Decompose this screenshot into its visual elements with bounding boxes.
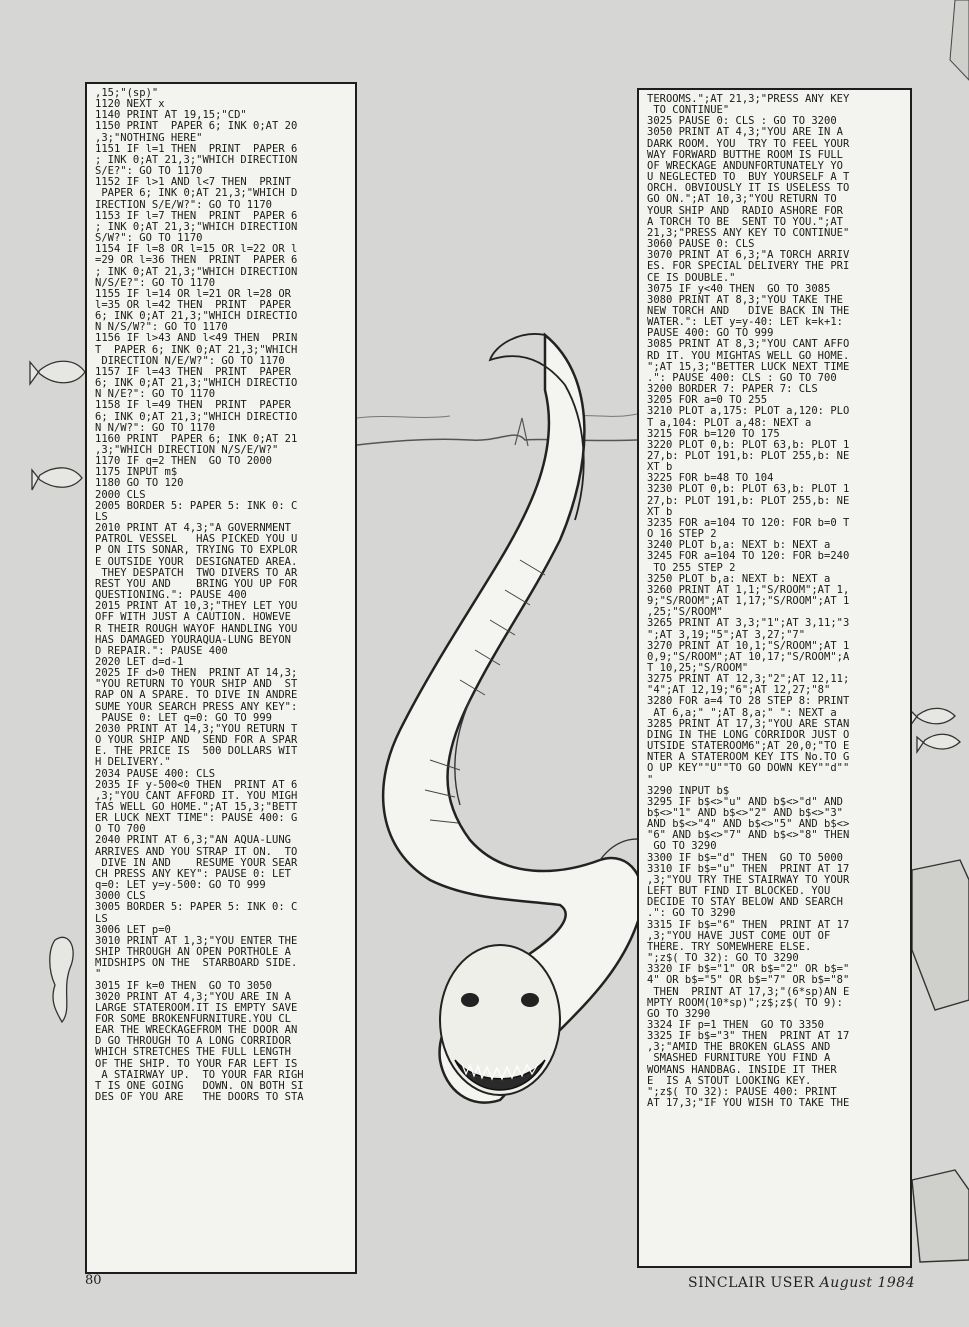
code-line: T IS ONE GOING DOWN. ON BOTH SI [95,1079,304,1092]
code-line: ; INK 0;AT 21,3;"WHICH DIRECTION [95,265,298,278]
code-line: 3225 FOR b=48 TO 104 [647,472,774,485]
code-line: 3006 LET p=0 [95,923,171,936]
code-line: TEROOMS.";AT 21,3;"PRESS ANY KEY [647,93,850,105]
code-line: "6" AND b$<>"7" AND b$<>"8" THEN [647,829,850,842]
code-line: SHIP THROUGH AN OPEN PORTHOLE A [95,946,291,959]
code-line: " [647,773,654,786]
issue-date: August 1984 [819,1275,916,1291]
code-line: 3320 IF b$="1" OR b$="2" OR b$=" [647,963,850,976]
code-line: OF THE SHIP. TO YOUR FAR LEFT IS [95,1057,298,1070]
code-line: THEY DESPATCH TWO DIVERS TO AR [95,566,298,579]
code-line: 1154 IF l=8 OR l=15 OR l=22 OR l [95,243,298,256]
code-line: XT b [647,461,673,474]
code-line: O 16 STEP 2 [647,528,717,541]
code-line: 3295 IF b$<>"u" AND b$<>"d" AND [647,795,843,808]
code-line: UTSIDE STATEROOM6";AT 20,0;"TO E [647,740,850,753]
code-line: q=0: LET y=y-500: GO TO 999 [95,879,266,892]
code-line: YOUR SHIP AND RADIO ASHORE FOR [647,204,843,217]
code-line: 2020 LET d=d-1 [95,655,184,668]
code-line: 9;"S/ROOM";AT 1,17;"S/ROOM";AT 1 [647,595,850,608]
code-line: ES. FOR SPECIAL DELIVERY THE PRI [647,260,850,273]
code-line: GO TO 3290 [647,840,717,853]
code-line: "4";AT 12,19;"6";AT 12,27;"8" [647,684,831,697]
code-line: OFF WITH JUST A CAUTION. HOWEVE [95,611,291,624]
code-line: 3015 IF k=0 THEN GO TO 3050 [95,979,273,992]
code-line: 3245 FOR a=104 TO 120: FOR b=240 [647,550,850,563]
code-line: EAR THE WRECKAGEFROM THE DOOR AN [95,1024,298,1037]
code-line: ";z$( TO 32): PAUSE 400: PRINT [647,1085,837,1098]
code-line: 2035 IF y-500<0 THEN PRINT AT 6 [95,778,298,791]
code-line: 2040 PRINT AT 6,3;"AN AQUA-LUNG [95,834,291,847]
code-line: 2015 PRINT AT 10,3;"THEY LET YOU [95,600,298,613]
code-line: 3250 PLOT b,a: NEXT b: NEXT a [647,572,831,585]
code-line: 3060 PAUSE 0: CLS [647,238,755,251]
code-line: THERE. TRY SOMEWHERE ELSE. [647,940,812,953]
code-line: S/W?": GO TO 1170 [95,232,203,245]
code-line: 3325 IF b$="3" THEN PRINT AT 17 [647,1030,850,1043]
code-line: 3220 PLOT 0,b: PLOT 63,b: PLOT 1 [647,438,850,451]
code-line: E IS A STOUT LOOKING KEY. [647,1074,812,1087]
code-line: 2034 PAUSE 400: CLS [95,767,216,780]
code-line: GO ON.";AT 10,3;"YOU RETURN TO [647,193,837,206]
code-line: 3215 FOR b=120 TO 175 [647,427,780,440]
code-line: 3085 PRINT AT 8,3;"YOU CANT AFFO [647,338,850,351]
basic-code-left [95,88,349,1103]
code-line: 3000 CLS [95,890,146,903]
code-line: .": GO TO 3290 [647,907,736,920]
code-line: QUESTIONING.": PAUSE 400 [95,589,247,602]
code-line: 3315 IF b$="6" THEN PRINT AT 17 [647,918,850,931]
code-line: 3230 PLOT 0,b: PLOT 63,b: PLOT 1 [647,483,850,496]
code-line: MPTY ROOM(10*sp)";z$;z$( TO 9): [647,996,843,1009]
code-line: LARGE STATEROOM.IT IS EMPTY SAVE [95,1001,298,1014]
code-line: SUME YOUR SEARCH PRESS ANY KEY": [95,700,298,713]
code-line: LS [95,510,108,523]
code-line: 3200 BORDER 7: PAPER 7: CLS [647,383,818,396]
code-line: AND b$<>"4" AND b$<>"5" AND b$<> [647,818,850,831]
code-line: AT 6,a;" ";AT 8,a;" ": NEXT a [647,706,837,719]
code-line: FOR SOME BROKENFURNITURE.YOU CL [95,1012,291,1025]
code-line: 1157 IF l=43 THEN PRINT PAPER [95,365,291,378]
code-line: 3324 IF p=1 THEN GO TO 3350 [647,1018,825,1031]
code-line: ,3;"AMID THE BROKEN GLASS AND [647,1041,831,1054]
code-line: 1155 IF l=14 OR l=21 OR l=28 OR [95,287,291,300]
code-line: 1140 PRINT AT 19,15;"CD" [95,109,247,122]
code-line: ,15;"(sp)" [95,87,159,99]
code-line: 2030 PRINT AT 14,3;"YOU RETURN T [95,722,298,735]
code-line: 6; INK 0;AT 21,3;"WHICH DIRECTIO [95,377,298,390]
code-line: OF WRECKAGE ANDUNFORTUNATELY YO [647,159,843,172]
code-line: N N/S/W?": GO TO 1170 [95,321,228,334]
code-line: NEW TORCH AND DIVE BACK IN THE [647,304,850,317]
basic-code-right [647,94,904,1109]
code-line: DING IN THE LONG CORRIDOR JUST O [647,728,850,741]
code-line: 3270 PRINT AT 10,1;"S/ROOM";AT 1 [647,639,850,652]
code-line: ,3;"WHICH DIRECTION N/S/E/W?" [95,444,279,456]
magazine-footer [688,1275,915,1291]
code-line: 1170 IF q=2 THEN GO TO 2000 [95,455,273,468]
code-line: TAS WELL GO HOME.";AT 15,3;"BETT [95,801,298,813]
code-line: GO TO 3290 [647,1007,711,1020]
code-line: 3010 PRINT AT 1,3;"YOU ENTER THE [95,934,298,947]
code-line: DIRECTION N/E/W?": GO TO 1170 [95,354,285,367]
code-line: THEN PRINT AT 17,3;"(6*sp)AN E [647,985,850,998]
code-line: 3005 BORDER 5: PAPER 5: INK 0: C [95,901,298,914]
code-line: XT b [647,505,673,518]
code-line: 6; INK 0;AT 21,3;"WHICH DIRECTIO [95,410,298,423]
code-line: R THEIR ROUGH WAYOF HANDLING YOU [95,622,298,635]
code-line: NTER A STATEROOM KEY ITS No.TO G [647,751,850,764]
code-line: 1175 INPUT m$ [95,466,178,479]
code-line: IRECTION S/E/W?": GO TO 1170 [95,198,273,211]
code-line: U NEGLECTED TO BUY YOURSELF A T [647,171,850,184]
code-line: 27,b: PLOT 191,b: PLOT 255,b: NE [647,494,850,507]
code-line: 1151 IF l=1 THEN PRINT PAPER 6 [95,142,298,155]
code-line: ARRIVES AND YOU STRAP IT ON. TO [95,845,298,858]
code-line: WHICH STRETCHES THE FULL LENGTH [95,1046,291,1059]
code-line: N/S/E?": GO TO 1170 [95,276,216,289]
code-line: WOMANS HANDBAG. INSIDE IT THER [647,1063,837,1076]
code-line: AT 17,3;"IF YOU WISH TO TAKE THE [647,1097,850,1110]
code-line: 3205 FOR a=0 TO 255 [647,394,768,407]
program-listing-left [85,82,357,1274]
code-line: ; INK 0;AT 21,3;"WHICH DIRECTION [95,220,298,233]
code-line: WAY FORWARD BUTTHE ROOM IS FULL [647,148,843,161]
code-line: l=35 OR l=42 THEN PRINT PAPER [95,298,291,311]
code-line: TO CONTINUE" [647,104,730,117]
code-line: 3070 PRINT AT 6,3;"A TORCH ARRIV [647,249,850,262]
code-line: 4" OR b$="5" OR b$="7" OR b$="8" [647,974,850,987]
code-line: CE IS DOUBLE." [647,271,736,284]
code-line: P ON ITS SONAR, TRYING TO EXPLOR [95,544,298,557]
code-line: LEFT BUT FIND IT BLOCKED. YOU [647,885,831,898]
code-line: 3075 IF y<40 THEN GO TO 3085 [647,282,831,295]
page-number: 80 [85,1273,102,1288]
code-line: 3025 PAUSE 0: CLS : GO TO 3200 [647,115,837,128]
code-line: ,25;"S/ROOM" [647,606,723,619]
code-line: TO 255 STEP 2 [647,561,736,574]
code-line: 0,9;"S/ROOM";AT 10,17;"S/ROOM";A [647,650,850,663]
code-line: T PAPER 6; INK 0;AT 21,3;"WHICH [95,343,298,356]
code-line: N N/W?": GO TO 1170 [95,421,216,434]
code-line: ";z$( TO 32): GO TO 3290 [647,952,799,965]
code-line: D GO THROUGH TO A LONG CORRIDOR [95,1035,291,1048]
code-line: 1153 IF l=7 THEN PRINT PAPER 6 [95,209,298,222]
code-line: 3310 IF b$="u" THEN PRINT AT 17 [647,862,850,875]
code-line: H DELIVERY." [95,756,171,769]
code-line: T 10,25;"S/ROOM" [647,661,749,674]
code-line: N N/E?": GO TO 1170 [95,388,216,401]
code-line: DIVE IN AND RESUME YOUR SEAR [95,856,298,869]
code-line: HAS DAMAGED YOURAQUA-LUNG BEYON [95,633,291,646]
code-line: SMASHED FURNITURE YOU FIND A [647,1052,831,1065]
code-line: "YOU RETURN TO YOUR SHIP AND ST [95,678,298,691]
code-line: REST YOU AND BRING YOU UP FOR [95,577,298,590]
code-line: 3235 FOR a=104 TO 120: FOR b=0 T [647,516,850,529]
code-line: PATROL VESSEL HAS PICKED YOU U [95,533,298,546]
code-line: DECIDE TO STAY BELOW AND SEARCH [647,896,843,909]
code-line: PAUSE 0: LET q=0: GO TO 999 [95,711,273,724]
code-line: PAUSE 400: GO TO 999 [647,327,774,340]
code-line: 2000 CLS [95,488,146,501]
code-line: 1156 IF l>43 AND l<49 THEN PRIN [95,332,298,345]
code-line: RD IT. YOU MIGHTAS WELL GO HOME. [647,349,850,362]
code-line: S/E?": GO TO 1170 [95,165,203,178]
code-line: =29 OR l=36 THEN PRINT PAPER 6 [95,254,298,267]
code-line: 1120 NEXT x [95,98,165,111]
code-line: ,3;"YOU TRY THE STAIRWAY TO YOUR [647,873,850,886]
code-line: 3080 PRINT AT 8,3;"YOU TAKE THE [647,293,843,306]
code-line: ORCH. OBVIOUSLY IT IS USELESS TO [647,182,850,195]
code-line: ";AT 3,19;"5";AT 3,27;"7" [647,628,806,641]
code-line: O TO 700 [95,823,146,836]
code-line: ";AT 15,3;"BETTER LUCK NEXT TIME [647,360,850,373]
code-line: 1150 PRINT PAPER 6; INK 0;AT 20 [95,120,298,133]
code-line: ; INK 0;AT 21,3;"WHICH DIRECTION [95,153,298,166]
code-line: D REPAIR.": PAUSE 400 [95,644,228,657]
code-line: 3300 IF b$="d" THEN GO TO 5000 [647,851,843,864]
code-line: 3265 PRINT AT 3,3;"1";AT 3,11;"3 [647,617,850,630]
code-line: 1160 PRINT PAPER 6; INK 0;AT 21 [95,432,298,445]
code-line: ,3;"YOU HAVE JUST COME OUT OF [647,929,831,942]
code-line: T a,104: PLOT a,48: NEXT a [647,416,812,429]
code-line: PAPER 6; INK 0;AT 21,3;"WHICH D [95,187,298,200]
code-line: WATER.": LET y=y-40: LET k=k+1: [647,316,843,329]
code-line: 3275 PRINT AT 12,3;"2";AT 12,11; [647,673,850,686]
code-line: 21,3;"PRESS ANY KEY TO CONTINUE" [647,226,850,239]
code-line: " [95,968,102,981]
code-line: 3240 PLOT b,a: NEXT b: NEXT a [647,539,831,552]
code-line: CH PRESS ANY KEY": PAUSE 0: LET [95,867,291,880]
code-line: .": PAUSE 400: CLS : GO TO 700 [647,371,837,384]
code-line: RAP ON A SPARE. TO DIVE IN ANDRE [95,689,298,702]
code-line: 1158 IF l=49 THEN PRINT PAPER [95,399,291,412]
code-line: 3285 PRINT AT 17,3;"YOU ARE STAN [647,717,850,730]
code-line: DARK ROOM. YOU TRY TO FEEL YOUR [647,137,850,150]
code-line: ,3;"NOTHING HERE" [95,131,203,144]
code-line: LS [95,912,108,925]
code-line: E. THE PRICE IS 500 DOLLARS WIT [95,745,298,758]
code-line: ,3;"YOU CANT AFFORD IT. YOU MIGH [95,789,298,802]
code-line: 3020 PRINT AT 4,3;"YOU ARE IN A [95,990,291,1003]
code-line: DES OF YOU ARE THE DOORS TO STA [95,1091,304,1104]
magazine-name: SINCLAIR USER [688,1275,815,1291]
code-line: 2010 PRINT AT 4,3;"A GOVERNMENT [95,522,291,535]
code-line: 6; INK 0;AT 21,3;"WHICH DIRECTIO [95,310,298,323]
code-line: A TORCH TO BE SENT TO YOU.";AT [647,215,843,228]
code-line: 2005 BORDER 5: PAPER 5: INK 0: C [95,499,298,512]
code-line: 3260 PRINT AT 1,1;"S/ROOM";AT 1, [647,583,850,596]
code-line: ER LUCK NEXT TIME": PAUSE 400: G [95,812,298,825]
code-line: b$<>"1" AND b$<>"2" AND b$<>"3" [647,807,843,819]
code-line: O YOUR SHIP AND SEND FOR A SPAR [95,734,298,747]
code-line: A STAIRWAY UP. TO YOUR FAR RIGH [95,1068,304,1081]
code-line: O UP KEY""U""TO GO DOWN KEY""d"" [647,762,850,775]
code-line: E OUTSIDE YOUR DESIGNATED AREA. [95,555,298,568]
code-line: 3050 PRINT AT 4,3;"YOU ARE IN A [647,126,843,139]
code-line: 2025 IF d>0 THEN PRINT AT 14,3; [95,667,298,680]
code-line: 1152 IF l>1 AND l<7 THEN PRINT [95,176,291,189]
program-listing-right [637,88,912,1268]
code-line: MIDSHIPS ON THE STARBOARD SIDE. [95,957,298,970]
code-line: 1180 GO TO 120 [95,477,184,490]
code-line: 27,b: PLOT 191,b: PLOT 255,b: NE [647,450,850,462]
code-line: 3280 FOR a=4 TO 28 STEP 8: PRINT [647,695,850,708]
code-line: 3290 INPUT b$ [647,784,730,797]
code-line: 3210 PLOT a,175: PLOT a,120: PLO [647,405,850,418]
